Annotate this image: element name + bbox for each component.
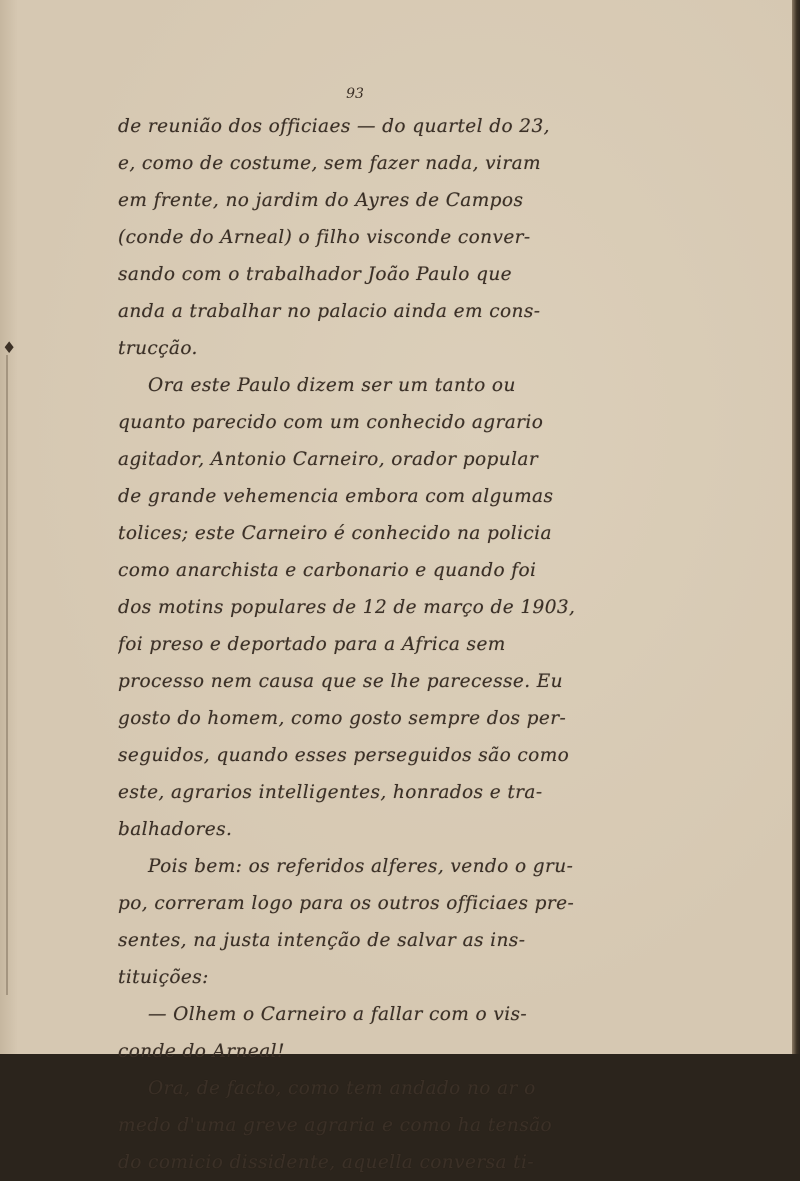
text-line: trucção. <box>118 338 198 359</box>
dialogue-line: — Olhem o Carneiro a fallar com o vis- <box>148 1004 528 1025</box>
text-line: em frente, no jardim do Ayres de Campos <box>118 190 524 211</box>
text-line: tituições: <box>118 967 209 988</box>
text-line: (conde do Arneal) o filho visconde conver- <box>118 227 531 248</box>
text-line: processo nem causa que se lhe parecesse. Eu <box>118 671 563 692</box>
page-number: 93 <box>346 86 364 102</box>
text-line: como anarchista e carbonario e quando foi <box>118 560 537 581</box>
text-line: de grande vehemencia embora com algumas <box>118 486 554 507</box>
text-line: po, correram logo para os outros officiaes pre- <box>118 893 575 914</box>
text-line: e, como de costume, sem fazer nada, viram <box>118 153 541 174</box>
text-line: gosto do homem, como gosto sempre dos per- <box>118 708 567 729</box>
text-line: este, agrarios intelligentes, honrados e tra- <box>118 782 543 803</box>
text-line: de reunião dos officiaes — do quartel do 23, <box>118 116 550 137</box>
text-line: balhadores. <box>118 819 233 840</box>
text-line: sando com o trabalhador João Paulo que <box>118 264 512 285</box>
paragraph-start-line: Ora, de facto, como tem andado no ar o <box>148 1078 536 1099</box>
paragraph-start-line: Ora este Paulo dizem ser um tanto ou <box>148 375 516 396</box>
text-line: tolices; este Carneiro é conhecido na policia <box>118 523 552 544</box>
text-line: sentes, na justa intenção de salvar as ins- <box>118 930 526 951</box>
handwritten-text-block <box>118 108 598 1181</box>
text-line: dos motins populares de 12 de março de 1903, <box>118 597 576 618</box>
text-line: anda a trabalhar no palacio ainda em cons- <box>118 301 541 322</box>
paragraph-start-line: Pois bem: os referidos alferes, vendo o gru- <box>148 856 574 877</box>
text-line: medo d'uma greve agraria e como ha tensão <box>118 1115 553 1136</box>
binding-mark: ♦ <box>2 338 17 357</box>
text-line: foi preso e deportado para a Africa sem <box>118 634 506 655</box>
text-line: quanto parecido com um conhecido agrario <box>118 412 544 433</box>
text-line: seguidos, quando esses perseguidos são como <box>118 745 570 766</box>
page-fold-line <box>6 355 8 995</box>
text-line: agitador, Antonio Carneiro, orador popular <box>118 449 539 470</box>
text-line: do comicio dissidente, aquella conversa ti- <box>118 1152 534 1173</box>
page-edge-shadow <box>792 0 800 1054</box>
text-line: conde do Arneal! <box>118 1041 285 1062</box>
